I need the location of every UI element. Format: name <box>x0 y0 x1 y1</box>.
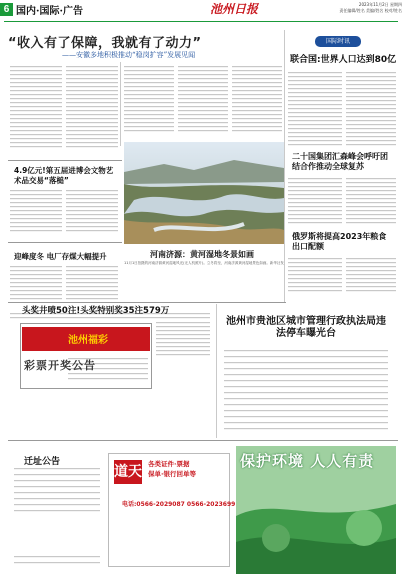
sidebar-headline-g20: 二十国集团汇森峰会呼吁团结合作推动全球复苏 <box>292 152 388 171</box>
story-title-auction: 4.9亿元!第五届进博会文物艺术品交易“落槌” <box>14 166 114 185</box>
photo-caption: 11月1日拍摄的河南济源黄河湿地风光(无人机照片)。立冬将至，河南济源黄河湿地景色如画。新华社发 <box>124 261 284 265</box>
lead-subhead: ——安徽多地积极推动“稳岗扩容”发展见闻 <box>62 51 196 59</box>
story-rule <box>8 242 122 243</box>
environment-ad-title: 保护环境 人人有责 <box>240 452 375 470</box>
wetland-photo-graphic <box>124 142 284 244</box>
lottery-label: 彩票开奖公告 <box>24 359 96 372</box>
lottery-logo: 池州福彩 <box>68 335 108 346</box>
ad-section-rule <box>8 440 398 441</box>
paper-logo: 池州日报 <box>210 2 259 16</box>
column-rule <box>120 62 121 146</box>
lead-headline: “收入有了保障，我就有了动力” <box>8 36 202 51</box>
sidebar-headline-grain: 俄罗斯将提高2023年粮食出口配额 <box>292 232 387 251</box>
section-title: 国内·国际·广告 <box>16 6 83 17</box>
section-badge: 国际时讯 <box>315 36 361 47</box>
photo-title: 河南济源：黄河湿地冬景如画 <box>150 250 254 259</box>
lottery-ad-frame <box>20 323 152 389</box>
story-title-coal: 迎峰度冬 电厂存煤大幅提升 <box>14 252 107 261</box>
move-notice-title: 迁址公告 <box>24 457 61 467</box>
story-title-lottery: 头奖井喷50注!头奖特别奖35注579万 <box>22 306 170 316</box>
ad-services <box>148 459 196 479</box>
date-line-2: 责任编辑/姓名 美编/姓名 校对/姓名 <box>339 8 402 13</box>
sidebar-rule <box>284 30 285 302</box>
parking-notice-headline: 池州市贵池区城市管理行政执法局违法停车曝光台 <box>226 316 386 339</box>
ad-logo: 道天 <box>114 460 142 484</box>
notice-rule <box>216 304 217 438</box>
sidebar-headline-population: 联合国:世界人口达到80亿 <box>290 55 397 65</box>
ad-service-2: 保单·银行回单等 <box>148 470 196 478</box>
story-rule <box>8 160 122 161</box>
wetland-photo <box>124 142 284 244</box>
section-rule <box>8 302 286 303</box>
date-line-1: 2023年11月2日 星期四 <box>358 2 402 7</box>
ad-phone: 电话:0566-2029087 0566-2023699 <box>122 501 236 508</box>
ad-service-1: 各类证件·票据 <box>148 460 190 468</box>
page-number: 6 <box>0 3 13 16</box>
